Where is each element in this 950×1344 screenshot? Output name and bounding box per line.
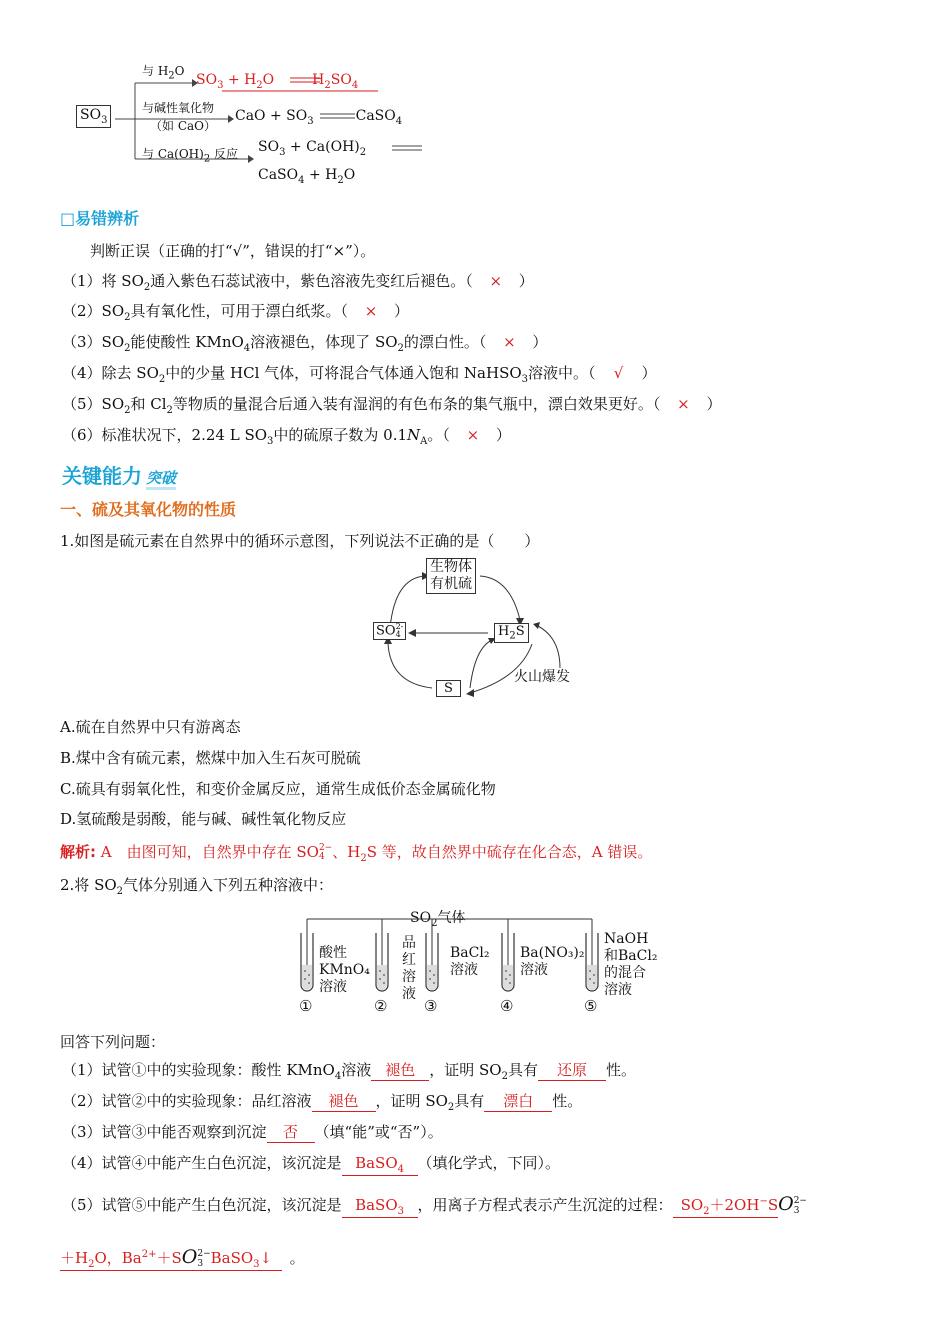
tube-label-line: 液 — [402, 986, 416, 1002]
node-sulfur: S — [436, 680, 461, 697]
blank-answer: 褪色 — [312, 1090, 376, 1112]
tube-label-3 — [450, 945, 489, 979]
q1-option-a: A.硫在自然界中只有游离态 — [60, 718, 241, 736]
gas-bubble — [509, 974, 511, 976]
test-tube-liquid — [302, 965, 312, 990]
gas-label: $SO_2$气体 — [410, 910, 466, 929]
gas-bubble — [383, 982, 385, 984]
sulfite-ion: O — [778, 1193, 794, 1215]
gas-bubble — [429, 978, 431, 980]
ionic-equation-part1: $SO_2+2OH^-S$ — [673, 1194, 779, 1218]
gas-bubble — [383, 974, 385, 976]
test-tube-diagram — [290, 905, 670, 1020]
test-tube-liquid — [587, 965, 597, 990]
blank-answer: 漂白 — [484, 1090, 552, 1112]
tube-label-line: Ba(NO₃)₂ — [520, 945, 585, 961]
q2-answer-5-cont: $+H_2O$，$Ba^{2+}+SO$ 2− 3 BaSO$_3$↓ 。 — [60, 1246, 305, 1270]
branch1-label: 与 $H_2O$ — [142, 64, 185, 82]
q2-answer-5: （5）试管⑤中能产生白色沉淀，该沉淀是 BaSO$_3$ ，用离子方程式表示产生沉淀的过程： $SO_2+2OH^-SO$ 2− 3 — [62, 1193, 807, 1217]
answer-mark: × — [489, 272, 503, 290]
blank-answer: BaSO$_3$ — [342, 1196, 418, 1218]
branch3-equation-product: CaSO$_4$ + $H_2O$ — [258, 167, 356, 186]
tube-label-line: 红 — [402, 952, 416, 968]
tube-label-line: 溶液 — [319, 979, 347, 995]
tube-label-line: KMnO₄ — [319, 962, 370, 978]
tube-label-5 — [604, 931, 657, 999]
answer-mark: × — [466, 426, 480, 444]
branch1-equation: $SO_3 + H_2O$ $H_2SO_4$ — [196, 72, 359, 91]
key-ability-title: 关键能力 突破 — [62, 464, 177, 488]
gas-bubble — [308, 982, 310, 984]
branch2-equation: CaO + $SO_3$ CaSO$_4$ — [235, 108, 403, 127]
error-item-2: $(2)SO_2$具有氧化性，可用于漂白纸浆。（ × ） — [62, 302, 410, 323]
tube-label-2 — [402, 935, 416, 1003]
error-item-6: （6）标准状况下，2.24 L $SO_3$中的硫原子数为 $0.1N_A$。（ × ） — [62, 426, 511, 447]
gas-bubble — [379, 978, 381, 980]
tube-label-line: 品 — [402, 935, 416, 951]
node-h2s: $H_2S$ — [494, 623, 529, 643]
gas-bubble — [433, 982, 435, 984]
answer-mark: × — [677, 395, 690, 413]
test-tube-liquid — [503, 965, 513, 990]
answer-mark: √ — [613, 364, 624, 382]
sulfur-cycle-diagram — [370, 558, 590, 708]
error-item-5: $(5)SO_2$和 $Cl_2$等物质的量混合后通入装有湿润的有色布条的集气瓶中，漂白效果更好。（ × ） — [62, 395, 722, 416]
tube-label-line: 溶液 — [520, 962, 548, 978]
error-analysis-intro: 判断正误（正确的打“√”，错误的打“×”）。 — [90, 242, 376, 260]
tube-label-line: BaCl₂ — [450, 945, 490, 961]
tube-number-4: ④ — [500, 997, 514, 1015]
answer-mark: × — [364, 302, 378, 320]
tube-label-line: NaOH — [604, 931, 649, 947]
so3-box: $SO_3$ — [76, 105, 111, 128]
error-item-3: $(3)SO_2$能使酸性 KMnO$_4$溶液褪色，体现了 $SO_2$的漂白性。（ × ） — [62, 333, 548, 354]
tube-label-line: 的混合 — [604, 965, 646, 981]
gas-bubble — [505, 970, 507, 972]
subsection-title: 一、硫及其氧化物的性质 — [60, 500, 237, 519]
q2-answer-2: （2）试管②中的实验现象：品红溶液 褪色 ，证明 $SO_2$具有 漂白 性。 — [62, 1092, 583, 1113]
error-item-4: （4）除去 $SO_2$中的少量 HCl 气体，可将混合气体通入饱和 NaHSO$_3$溶液中。（ √ ） — [62, 364, 657, 385]
test-tube-liquid — [377, 965, 387, 990]
q1-option-c: C.硫具有弱氧化性，和变价金属反应，通常生成低价态金属硫化物 — [60, 780, 496, 798]
test-tube-liquid — [427, 965, 437, 990]
gas-bubble — [304, 970, 306, 972]
error-item-1: （1）将 $SO_2$通入紫色石蕊试液中，紫色溶液先变红后褪色。（ × ） — [62, 272, 534, 293]
gas-bubble — [589, 970, 591, 972]
blank-answer: 否 — [267, 1121, 315, 1143]
gas-bubble — [308, 974, 310, 976]
gas-bubble — [509, 982, 511, 984]
tube-label-line: 溶液 — [450, 962, 478, 978]
q2-answer-1: （1）试管①中的实验现象：酸性 KMnO$_4$溶液 褪色 ，证明 $SO_2$具有 还原 性。 — [62, 1061, 636, 1082]
blank-answer: 褪色 — [371, 1059, 429, 1081]
gas-bubble — [505, 978, 507, 980]
branch2-label: 与碱性氧化物 （如 CaO） — [142, 101, 216, 133]
gas-bubble — [379, 970, 381, 972]
tube-number-1: ① — [299, 997, 313, 1015]
gas-bubble — [593, 982, 595, 984]
tube-label-line: 溶液 — [604, 982, 632, 998]
tube-label-line: 酸性 — [319, 945, 347, 961]
node-sulfate: SO 2- 4 — [373, 622, 406, 640]
branch3-equation: $SO_3 + Ca(OH)_2$ — [258, 139, 367, 158]
tube-number-2: ② — [374, 997, 388, 1015]
q2-answer-4: （4）试管④中能产生白色沉淀，该沉淀是 BaSO$_4$ （填化学式，下同）。 — [62, 1154, 561, 1175]
q2-prompt: 回答下列问题： — [60, 1033, 166, 1051]
blank-answer: 还原 — [538, 1059, 606, 1081]
tube-number-3: ③ — [424, 997, 438, 1015]
answer-mark: × — [503, 333, 516, 351]
gas-bubble — [429, 970, 431, 972]
gas-bubble — [589, 978, 591, 980]
ionic-equation-part2: $+H_2O$，$Ba^{2+}+SO$ 2− 3 BaSO$_3$↓ — [60, 1246, 282, 1271]
label-volcano: 火山爆发 — [514, 669, 570, 685]
gas-bubble — [433, 974, 435, 976]
q1-stem: 1.如图是硫元素在自然界中的循环示意图，下列说法不正确的是（ ） — [60, 532, 540, 550]
gas-bubble — [593, 974, 595, 976]
q1-option-b: B.煤中含有硫元素，燃煤中加入生石灰可脱硫 — [60, 749, 361, 767]
tube-label-1 — [319, 945, 370, 996]
q2-stem: 2.将 $SO_2$气体分别通入下列五种溶液中： — [60, 876, 334, 897]
node-organic-sulfur: 生物体 有机硫 — [426, 558, 476, 594]
tube-label-line: 溶 — [402, 969, 416, 985]
blank-answer: BaSO$_4$ — [342, 1154, 418, 1176]
tube-label-4 — [520, 945, 585, 979]
tube-number-5: ⑤ — [584, 997, 598, 1015]
q1-option-d: D.氢硫酸是弱酸，能与碱、碱性氧化物反应 — [60, 810, 347, 828]
branch3-label: 与 $Ca(OH)_2$ 反应 — [142, 147, 239, 165]
gas-bubble — [304, 978, 306, 980]
q1-analysis: 解析: A 由图可知，自然界中存在 SO 2− 4 、$H_2S$ 等，故自然界中硫存在化合态，A 错误。 — [60, 843, 653, 864]
q2-answer-3: （3）试管③中能否观察到沉淀 否 （填“能”或“否”）。 — [62, 1123, 443, 1141]
tube-label-line: 和BaCl₂ — [604, 948, 658, 964]
so3-reaction-diagram — [70, 55, 440, 195]
error-analysis-title: □易错辨析 — [60, 209, 140, 228]
